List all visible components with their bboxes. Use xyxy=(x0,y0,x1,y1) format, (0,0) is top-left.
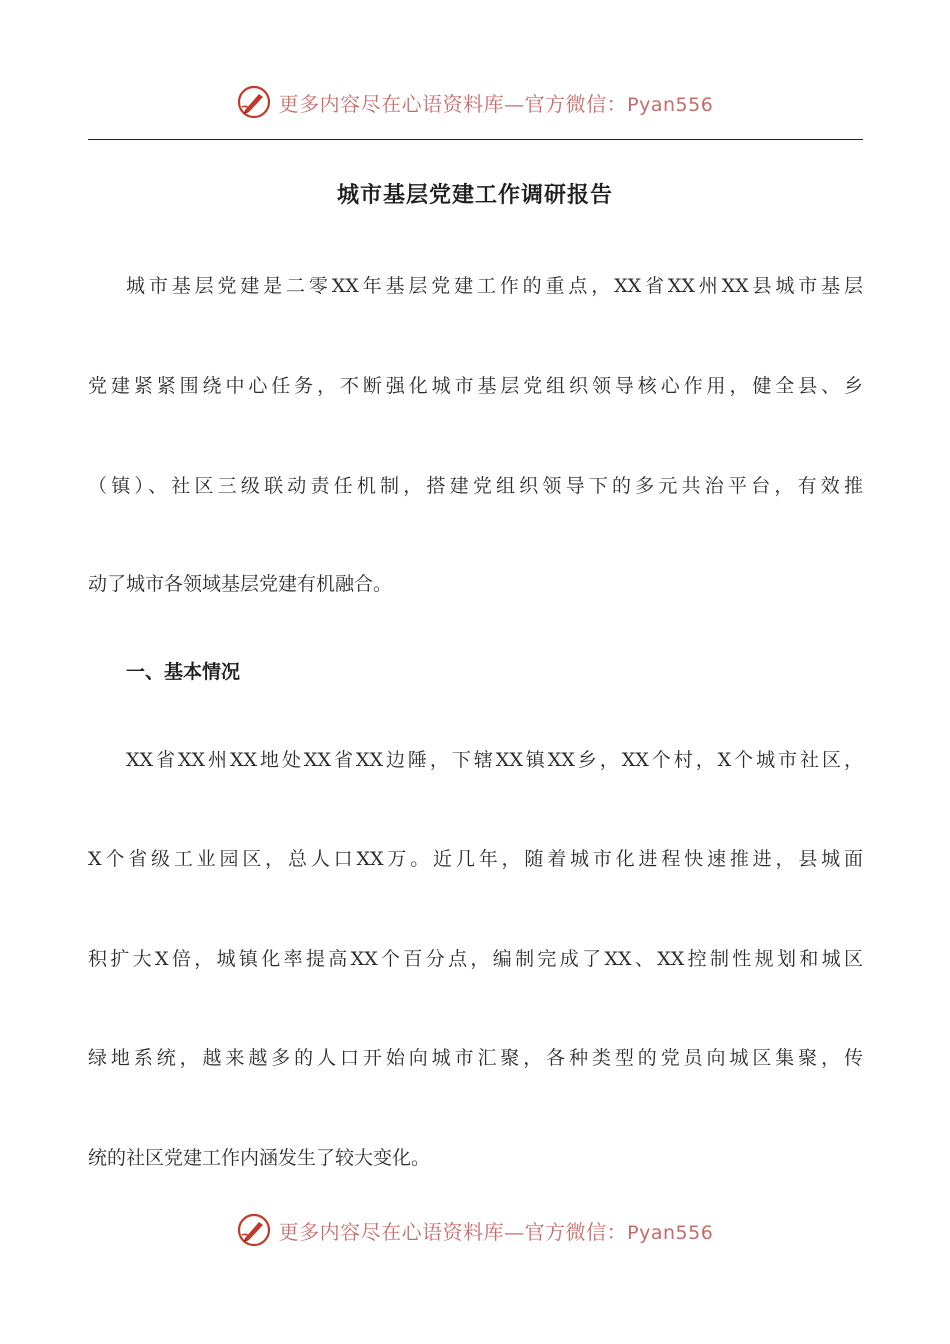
paragraph-line: 统的社区党建工作内涵发生了较大变化。 xyxy=(88,1147,431,1169)
banner-text xyxy=(279,1216,714,1245)
banner-text xyxy=(279,88,714,117)
paragraph-line: 党建紧紧围绕中心任务，不断强化城市基层党组织领导核心作用，健全县、乡 xyxy=(88,375,863,397)
paragraph-line: X个省级工业园区，总人口XX万。近几年，随着城市化进程快速推进，县城面 xyxy=(88,848,863,870)
banner-text-cn: 更多内容尽在心语资料库—官方微信： xyxy=(278,1219,628,1244)
paragraph-line: （镇）、社区三级联动责任机制，搭建党组织领导下的多元共治平台，有效推 xyxy=(88,475,863,497)
paragraph-line: 绿地系统，越来越多的人口开始向城市汇聚，各种类型的党员向城区集聚，传 xyxy=(88,1047,863,1069)
header-banner xyxy=(0,82,950,122)
document-title: 城市基层党建工作调研报告 xyxy=(336,183,613,208)
paragraph-line: 动了城市各领域基层党建有机融合。 xyxy=(88,573,393,595)
footer-banner xyxy=(0,1210,950,1250)
pen-circle-logo-icon xyxy=(237,1213,271,1247)
pen-circle-logo-icon xyxy=(237,85,271,119)
banner-wechat-id: Pyan556 xyxy=(627,93,714,116)
paragraph-line: 城市基层党建是二零XX年基层党建工作的重点，XX省XX州XX县城市基层 xyxy=(126,275,863,297)
section-heading: 一、基本情况 xyxy=(126,661,241,683)
header-divider xyxy=(88,139,863,140)
banner-wechat-id: Pyan556 xyxy=(627,1221,714,1244)
paragraph-line: XX省XX州XX地处XX省XX边陲，下辖XX镇XX乡，XX个村，X个城市社区， xyxy=(126,749,863,771)
paragraph-line: 积扩大X倍，城镇化率提高XX个百分点，编制完成了XX、XX控制性规划和城区 xyxy=(88,948,863,970)
banner-text-cn: 更多内容尽在心语资料库—官方微信： xyxy=(278,91,628,116)
